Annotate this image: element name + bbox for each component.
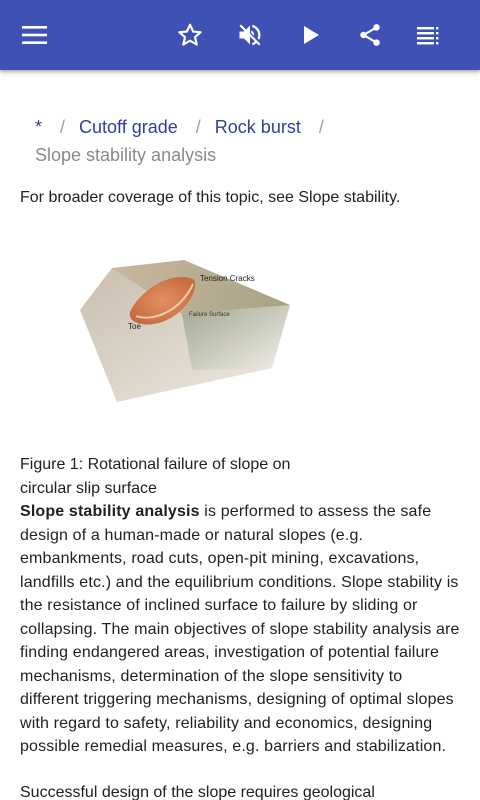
figure-label-toe: Toe <box>128 322 141 331</box>
article-paragraph <box>20 500 465 759</box>
figure-caption-line: Figure 1: Rotational failure of slope on <box>20 456 291 473</box>
app-toolbar <box>0 0 480 70</box>
article-paragraph: Successful design of the slope requires geological <box>20 784 375 800</box>
breadcrumb-separator: / <box>60 117 66 137</box>
article-content <box>0 70 480 800</box>
mute-icon <box>236 21 264 49</box>
breadcrumb-root-link[interactable]: * <box>35 117 43 137</box>
play-icon <box>300 24 322 46</box>
share-button[interactable] <box>346 11 394 59</box>
breadcrumb-link-cutoff-grade[interactable]: Cutoff grade <box>79 117 178 137</box>
share-icon <box>357 22 383 48</box>
breadcrumb-separator: / <box>195 117 201 137</box>
breadcrumb-separator: / <box>318 117 324 137</box>
article-paragraph-text: is performed to assess the safe design of a human-made or natural slopes (e.g. embankments, road cuts, open-pit mining, excavations, landfills etc.) and the equilibrium conditions. Slope stability is the resistance of inclined surface to failure by sliding or collapsing. The main objectives of slope stability analysis are finding endangered areas, investigation of potential failure mechanisms, determination of the slope sensitivity to different triggering mechanisms, designing of optimal slopes with regard to safety, reliability and economics, designing possible remedial measures, e.g. barriers and stabilization. <box>20 503 460 755</box>
breadcrumb <box>35 113 455 169</box>
bookmark-button[interactable] <box>166 11 214 59</box>
figure-label-tension-cracks: Tension Cracks <box>200 274 255 283</box>
menu-button[interactable] <box>11 11 59 59</box>
star-icon <box>177 22 203 48</box>
list-icon <box>417 25 443 45</box>
article-term: Slope stability analysis <box>20 503 200 520</box>
breadcrumb-current: Slope stability analysis <box>35 145 217 165</box>
play-button[interactable] <box>287 11 335 59</box>
figure-caption-line: circular slip surface <box>20 479 157 497</box>
figure-label-failure-surface: Failure Surface <box>189 312 230 318</box>
mute-button[interactable] <box>226 11 274 59</box>
menu-icon <box>22 25 48 45</box>
figure-caption <box>20 453 320 500</box>
article-intro: For broader coverage of this topic, see Slope stability. <box>20 189 401 206</box>
breadcrumb-link-rock-burst[interactable]: Rock burst <box>214 117 301 137</box>
slope-failure-figure[interactable] <box>72 250 302 410</box>
contents-button[interactable] <box>406 11 454 59</box>
